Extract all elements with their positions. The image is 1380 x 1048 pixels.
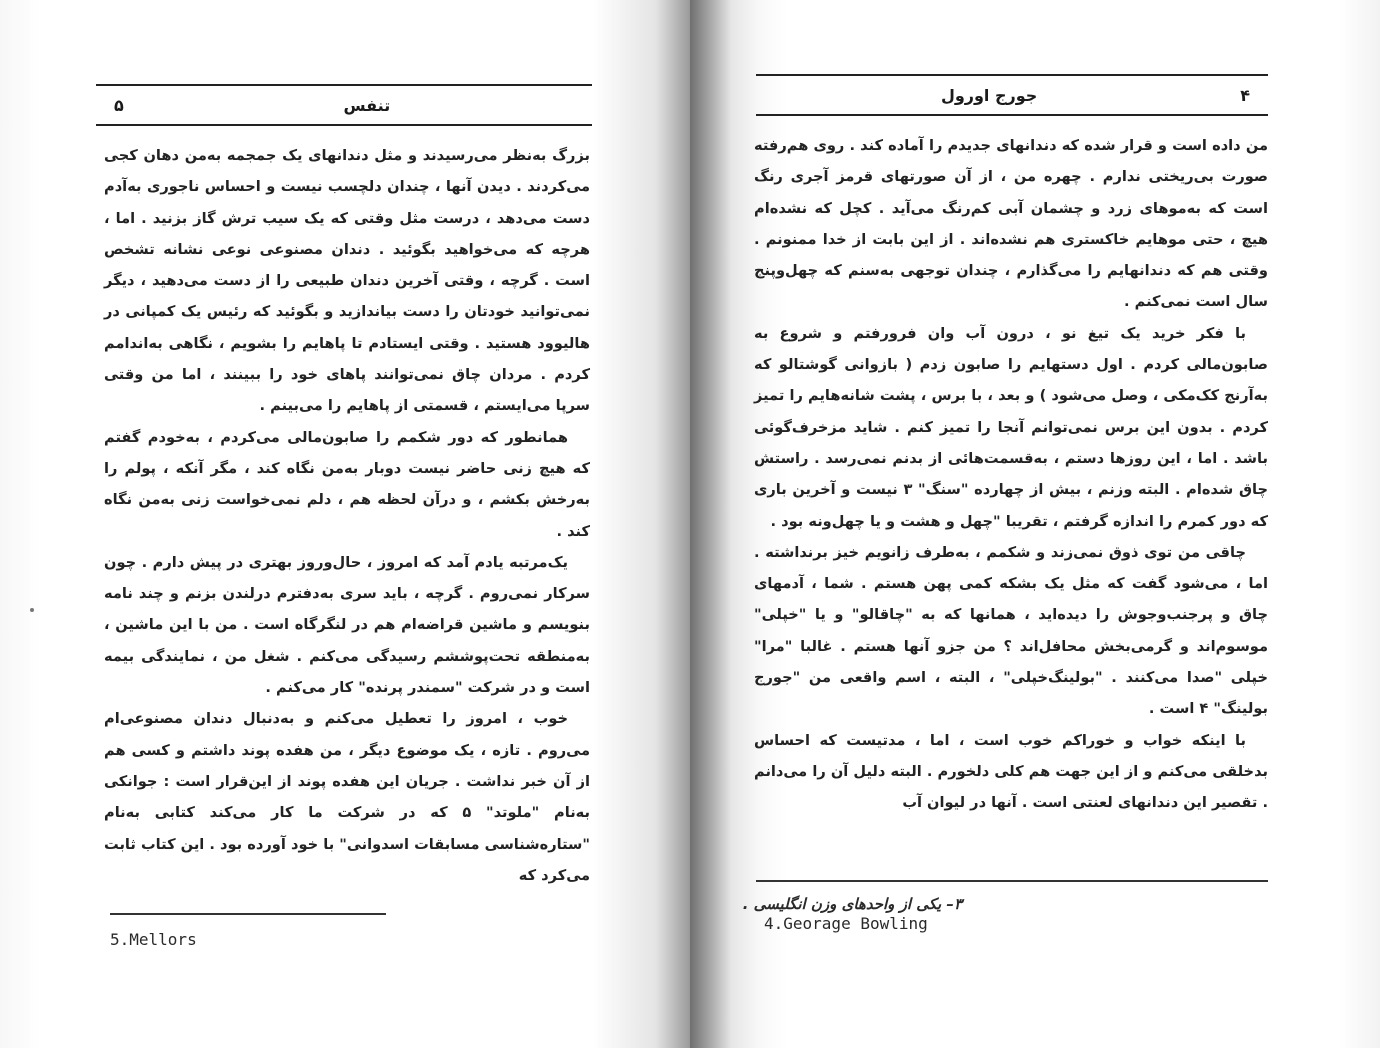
right-paragraph-3: چاقی من توی ذوق نمی‌زند و شکمم ، به‌طرف زانویم خیز برنداشته . اما ، می‌شود گفت که مثل یک بشکه کمی پهن هستم . شما ، آدمهای چاق و پرجنب‌وجوش را دیده‌اید ، همانها که به "چاقالو" و یا "خپلی" موسوم‌اند و گرمی‌بخش محافل‌اند ؟ من جزو آنها هستم . غالبا "مرا" خپلی "صدا می‌کنند . "بولینگ‌خپلی" ، البته ، اسم واقعی من "جورج بولینگ" ۴ است . [754,543,1268,718]
left-paragraph-1: بزرگ به‌نظر می‌رسیدند و مثل دندانهای یک جمجمه به‌من دهان کجی می‌کردند . دیدن آنها ، چندان دلچسب نیست و احساس ناجوری به‌آدم دست می‌دهد ، درست مثل وقتی که یک سیب ترش گاز بزنید . اما ، هرچه که می‌خواهید بگوئید . دندان مصنوعی نوعی نشانه تشخص است . گرچه ، وقتی آخرین دندان طبیعی را از دست می‌دهید ، دیگر نمی‌توانید خودتان را دست بیاندازید و بگوئید که رئیس یک کمپانی در هالیوود هستید . وقتی ایستادم تا پاهایم را بشویم ، نگاهی به‌اندامم کردم . مردان چاق نمی‌توانند پاهای خود را ببینند ، اما من وقتی سرپا می‌ایستم ، قسمتی از پاهایم را می‌بینم . [104,147,590,415]
right-page-body [754,130,1268,819]
left-page-body [104,140,590,891]
left-page-running-title: تنفس [343,95,391,115]
left-footnote: 5.Mellors [110,930,197,949]
left-paragraph-4: خوب ، امروز را تعطیل می‌کنم و به‌دنبال دندان مصنوعی‌ام می‌روم . تازه ، یک موضوع دیگر ، من هفده پوند داشتم و کسی هم از آن خبر نداشت . جریان این هفده پوند از این‌قرار است : جوانکی به‌نام "ملوتد" ۵ که در شرکت ما کار می‌کند کتابی به‌نام "ستاره‌شناسی مسابقات اسدوانی" با خود آورده بود . این کتاب ثابت می‌کرد که [104,710,590,884]
right-footnote-persian: ۳– یکی از واحدهای وزن انگلیسی . [742,895,962,913]
right-footnote-rule [756,880,1268,882]
page-speck [30,608,34,612]
right-footnote-english: 4.Georage Bowling [764,914,928,933]
right-page-number: ۴ [1240,85,1250,105]
right-paragraph-4: با اینکه خواب و خوراکم خوب است ، اما ، مدتیست که احساس بدخلقی می‌کنم و از این جهت هم کلی دلخورم . البته دلیل آن را می‌دانم . تقصیر این دندانهای لعنتی است . آنها در لیوان آب [754,731,1268,812]
left-page-number: ۵ [114,95,124,115]
right-paragraph-2: با فکر خرید یک تیغ نو ، درون آب وان فرورفتم و شروع به صابون‌مالی کردم . اول دستهایم را صابون زدم ( بازوانی گوشتالو که به‌آرنج کک‌مکی ، وصل می‌شود ) و بعد ، با برس ، پشت شانه‌هایم را تمیز کردم . بدون این برس نمی‌توانم آنجا را تمیز کنم . شاید مزخرف‌گوئی باشد . اما ، این روزها دستم ، به‌قسمت‌هائی از بدنم نمی‌رسد . راستش چاق شده‌ام . البته وزنم ، بیش از چهارده "سنگ" ۳ نیست و آخرین باری که دور کمرم را اندازه گرفتم ، تقریبا "چهل و هشت و یا چهل‌ونه بود . [754,324,1268,530]
right-page-running-title: جورج اورول [940,85,1038,105]
left-footnote-rule [110,913,386,915]
left-page-header [96,84,592,126]
left-paragraph-2: همانطور که دور شکمم را صابون‌مالی می‌کردم ، به‌خودم گفتم که هیچ زنی حاضر نیست دوبار به‌من نگاه کند ، مگر آنکه ، پولم را به‌رخش بکشم ، و درآن لحظه هم ، دلم نمی‌خواست زنی به‌من نگاه کند . [104,428,590,540]
left-paragraph-3: یک‌مرتبه یادم آمد که امروز ، حال‌وروز بهتری در پیش دارم . چون سرکار نمی‌روم . گرچه ، باید سری به‌دفترم درلندن بزنم و چند نامه بنویسم و ماشین قراضه‌ام هم در لنگرگاه است . من با این ماشین ، به‌منطقه تحت‌پوششم رسیدگی می‌کنم . شغل من ، نمایندگی بیمه است و در شرکت "سمندر پرنده" کار می‌کنم . [104,553,590,697]
right-page-header [756,74,1268,116]
right-page [690,0,1380,1048]
right-paragraph-1: من داده است و قرار شده که دندانهای جدیدم را آماده کند . روی هم‌رفته صورت بی‌ریختی ندارم . چهره من ، از آن صورتهای قرمز آجری رنگ است که به‌موهای زرد و چشمان آبی کم‌رنگ می‌آید . کچل که نشده‌ام هیچ ، حتی موهایم خاکستری هم نشده‌اند . از این بابت از خدا ممنونم . وقتی هم که دندانهایم را می‌گذارم ، چندان توجهی به‌سنم که چهل‌وپنج سال است نمی‌کنم . [754,137,1268,311]
